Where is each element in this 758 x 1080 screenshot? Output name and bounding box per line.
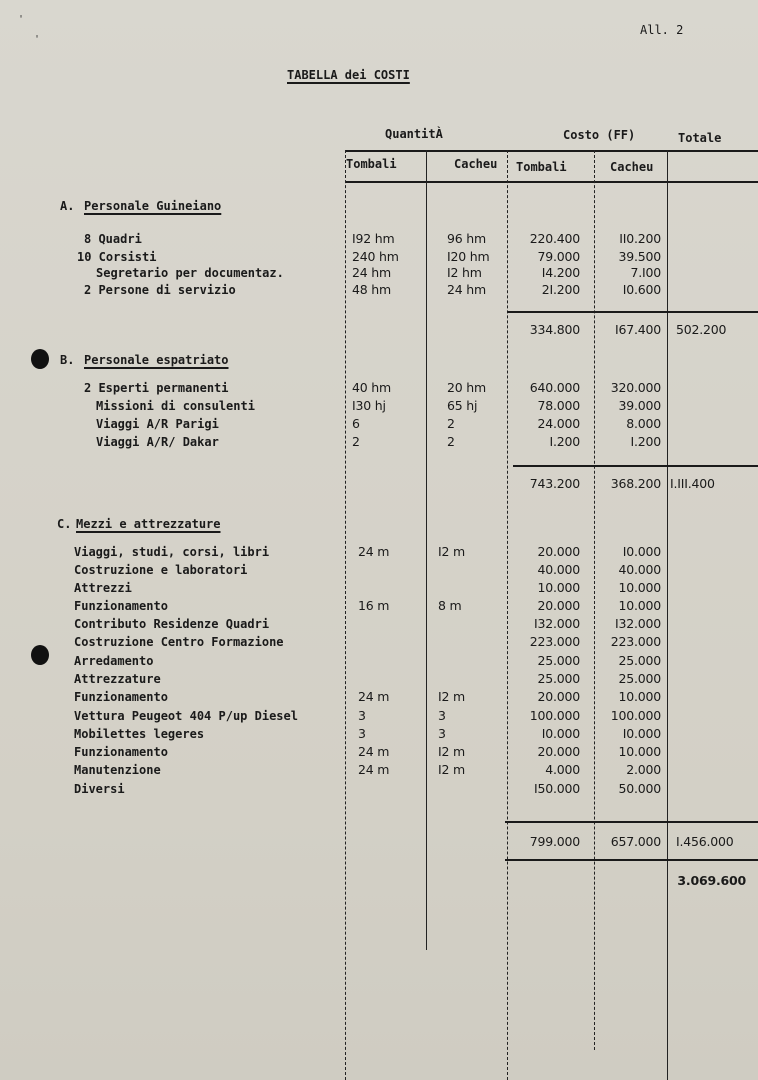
row-description: Funzionamento — [74, 690, 168, 704]
quantity-cacheu: 3 — [438, 726, 446, 741]
cost-cacheu: 10.000 — [618, 744, 661, 759]
subtotal-totale: I.III.400 — [670, 476, 715, 491]
cost-tombali: 40.000 — [537, 562, 580, 577]
header-bottom-rule — [345, 181, 758, 183]
ink-speck: ' — [18, 14, 25, 25]
quantity-cacheu: 2 — [447, 434, 455, 449]
cost-tombali: 20.000 — [537, 598, 580, 613]
quantity-cacheu: I20 hm — [447, 249, 490, 264]
header-c-cacheu: Cacheu — [610, 160, 654, 174]
cost-cacheu: I0.000 — [622, 544, 661, 559]
cost-tombali: 100.000 — [529, 708, 580, 723]
row-description: 2 Persone di servizio — [84, 283, 236, 297]
quantity-tombali: 24 m — [358, 762, 390, 777]
header-totale: Totale — [678, 131, 722, 145]
subtotal-tombali: 743.200 — [529, 476, 580, 491]
cost-cacheu: 7.I00 — [630, 265, 661, 280]
row-description: 8 Quadri — [84, 232, 142, 246]
row-description: Costruzione Centro Formazione — [74, 635, 284, 649]
cost-tombali: I.200 — [549, 434, 580, 449]
quantity-cacheu: I2 hm — [447, 265, 482, 280]
column-divider — [426, 150, 427, 950]
quantity-cacheu: 24 hm — [447, 282, 486, 297]
cost-cacheu: 320.000 — [610, 380, 661, 395]
cost-cacheu: 10.000 — [618, 689, 661, 704]
row-description: Mobilettes legeres — [74, 727, 205, 741]
quantity-cacheu: I2 m — [438, 762, 465, 777]
grand-total-rule — [505, 859, 758, 861]
quantity-tombali: 240 hm — [352, 249, 399, 264]
column-divider — [345, 150, 346, 1080]
cost-cacheu: 2.000 — [626, 762, 661, 777]
subtotal-cacheu: 368.200 — [610, 476, 661, 491]
row-description: Missioni di consulenti — [96, 399, 255, 413]
ink-speck: ' — [34, 34, 41, 45]
cost-tombali: I32.000 — [533, 616, 580, 631]
quantity-tombali: 40 hm — [352, 380, 391, 395]
quantity-tombali: 6 — [352, 416, 360, 431]
cost-cacheu: 25.000 — [618, 671, 661, 686]
cost-tombali: 10.000 — [537, 580, 580, 595]
cost-tombali: 25.000 — [537, 671, 580, 686]
cost-cacheu: I0.600 — [622, 282, 661, 297]
quantity-cacheu: I2 m — [438, 544, 465, 559]
punch-hole — [31, 349, 49, 369]
row-description: 10 Corsisti — [77, 250, 157, 264]
cost-cacheu: I32.000 — [614, 616, 661, 631]
cost-tombali: I50.000 — [533, 781, 580, 796]
subtotal-totale: I.456.000 — [676, 834, 734, 849]
row-description: Manutenzione — [74, 763, 161, 777]
header-quantita: QuantitÀ — [385, 127, 443, 141]
page-reference: All. 2 — [640, 23, 684, 37]
row-description: Diversi — [74, 782, 125, 796]
row-description: Viaggi A/R/ Dakar — [96, 435, 219, 449]
document-title: TABELLA dei COSTI — [287, 68, 410, 82]
quantity-cacheu: I2 m — [438, 689, 465, 704]
quantity-cacheu: 20 hm — [447, 380, 486, 395]
punch-hole — [31, 645, 49, 665]
cost-tombali: 20.000 — [537, 744, 580, 759]
column-divider — [667, 150, 668, 1080]
cost-cacheu: 10.000 — [618, 598, 661, 613]
section-label: B. — [60, 353, 75, 367]
row-description: Contributo Residenze Quadri — [74, 617, 270, 631]
section-label: A. — [60, 199, 75, 213]
quantity-tombali: I92 hm — [352, 231, 395, 246]
cost-cacheu: 223.000 — [610, 634, 661, 649]
header-q-cacheu: Cacheu — [454, 157, 498, 171]
subtotal-totale: 502.200 — [676, 322, 727, 337]
cost-tombali: 79.000 — [537, 249, 580, 264]
row-description: Arredamento — [74, 654, 154, 668]
subtotal-rule-c — [505, 821, 758, 823]
cost-tombali: 223.000 — [529, 634, 580, 649]
quantity-cacheu: I2 m — [438, 744, 465, 759]
row-description: Attrezzi — [74, 581, 132, 595]
cost-cacheu: I0.000 — [622, 726, 661, 741]
cost-cacheu: II0.200 — [619, 231, 661, 246]
row-description: Costruzione e laboratori — [74, 563, 248, 577]
subtotal-cacheu: I67.400 — [614, 322, 661, 337]
quantity-cacheu: 3 — [438, 708, 446, 723]
quantity-cacheu: 2 — [447, 416, 455, 431]
row-description: Segretario per documentaz. — [96, 266, 284, 280]
cost-tombali: 25.000 — [537, 653, 580, 668]
quantity-tombali: 48 hm — [352, 282, 391, 297]
section-label: C. — [57, 517, 72, 531]
grand-total: 3.069.600 — [677, 873, 746, 888]
quantity-tombali: 24 m — [358, 544, 390, 559]
header-top-rule — [345, 150, 758, 152]
subtotal-tombali: 334.800 — [529, 322, 580, 337]
cost-tombali: 24.000 — [537, 416, 580, 431]
cost-tombali: 2I.200 — [541, 282, 580, 297]
row-description: Funzionamento — [74, 745, 168, 759]
quantity-tombali: I30 hj — [352, 398, 386, 413]
cost-tombali: I4.200 — [541, 265, 580, 280]
quantity-tombali: 3 — [358, 726, 366, 741]
cost-cacheu: 100.000 — [610, 708, 661, 723]
quantity-cacheu: 96 hm — [447, 231, 486, 246]
cost-cacheu: 50.000 — [618, 781, 661, 796]
header-q-tombali: Tombali — [346, 157, 397, 171]
column-divider — [594, 150, 595, 1050]
cost-tombali: 4.000 — [545, 762, 580, 777]
cost-cacheu: I.200 — [630, 434, 661, 449]
quantity-tombali: 16 m — [358, 598, 390, 613]
cost-cacheu: 25.000 — [618, 653, 661, 668]
cost-tombali: 78.000 — [537, 398, 580, 413]
row-description: Vettura Peugeot 404 P/up Diesel — [74, 709, 298, 723]
section-title: Personale espatriato — [84, 353, 229, 367]
cost-cacheu: 10.000 — [618, 580, 661, 595]
cost-cacheu: 39.500 — [618, 249, 661, 264]
section-title: Mezzi e attrezzature — [76, 517, 221, 531]
cost-cacheu: 40.000 — [618, 562, 661, 577]
cost-tombali: 20.000 — [537, 544, 580, 559]
header-costo: Costo (FF) — [563, 128, 636, 142]
subtotal-rule-b — [513, 465, 758, 467]
cost-cacheu: 39.000 — [618, 398, 661, 413]
quantity-tombali: 2 — [352, 434, 360, 449]
cost-tombali: I0.000 — [541, 726, 580, 741]
quantity-tombali: 24 hm — [352, 265, 391, 280]
quantity-tombali: 24 m — [358, 744, 390, 759]
cost-tombali: 220.400 — [529, 231, 580, 246]
cost-tombali: 640.000 — [529, 380, 580, 395]
column-divider — [507, 150, 508, 1080]
subtotal-cacheu: 657.000 — [610, 834, 661, 849]
section-title: Personale Guineiano — [84, 199, 222, 213]
row-description: Viaggi A/R Parigi — [96, 417, 219, 431]
quantity-cacheu: 65 hj — [447, 398, 478, 413]
quantity-tombali: 3 — [358, 708, 366, 723]
subtotal-tombali: 799.000 — [529, 834, 580, 849]
cost-cacheu: 8.000 — [626, 416, 661, 431]
cost-tombali: 20.000 — [537, 689, 580, 704]
row-description: Viaggi, studi, corsi, libri — [74, 545, 270, 559]
subtotal-rule-a — [507, 311, 758, 313]
row-description: Funzionamento — [74, 599, 168, 613]
row-description: 2 Esperti permanenti — [84, 381, 229, 395]
quantity-cacheu: 8 m — [438, 598, 462, 613]
row-description: Attrezzature — [74, 672, 161, 686]
quantity-tombali: 24 m — [358, 689, 390, 704]
header-c-tombali: Tombali — [516, 160, 567, 174]
